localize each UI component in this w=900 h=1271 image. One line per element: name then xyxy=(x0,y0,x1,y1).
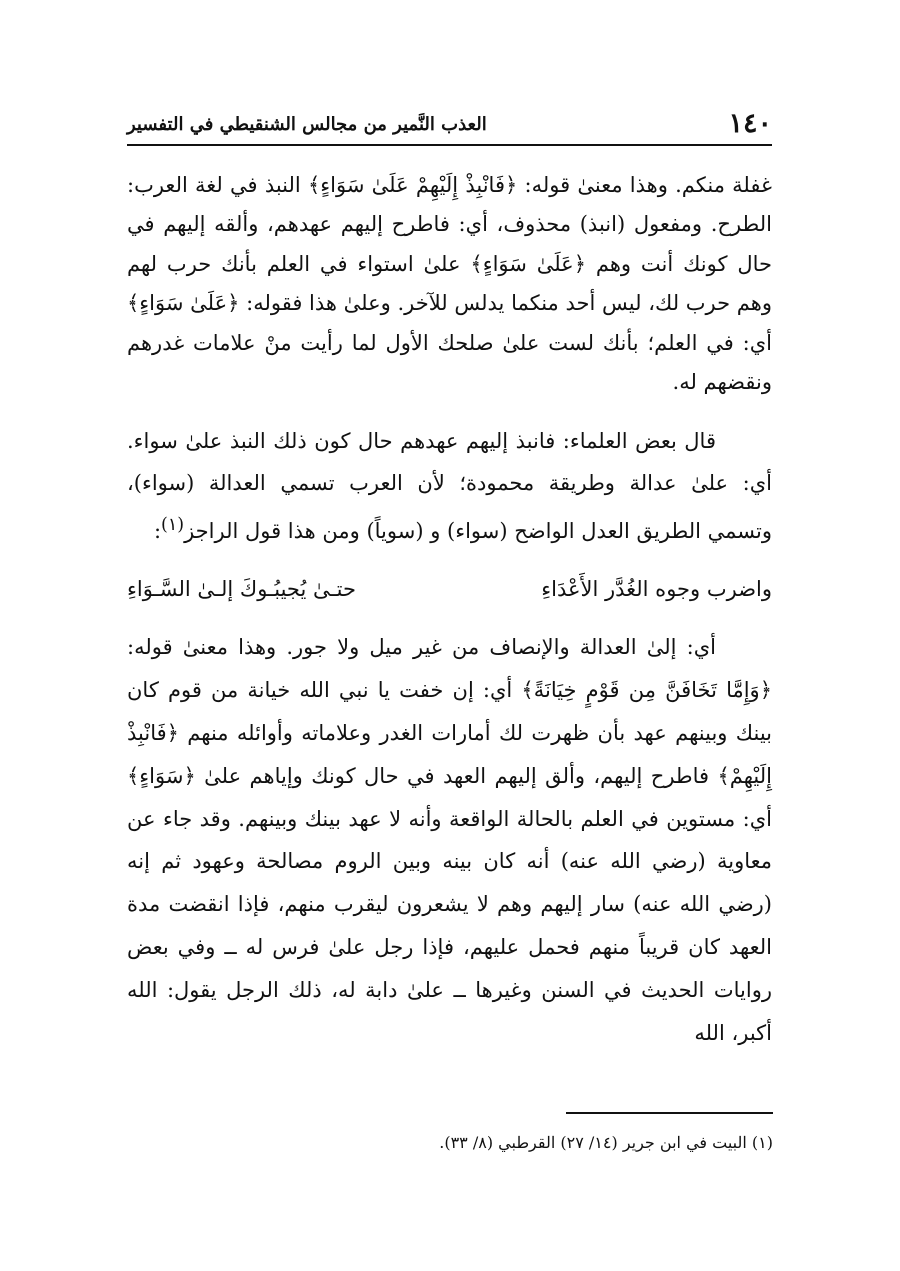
paragraph-2-colon: : xyxy=(153,519,162,544)
footnote-divider xyxy=(566,1112,773,1114)
footnote: (١) البيت في ابن جرير (١٤/ ٢٧) القرطبي (٨/ ٣٣). xyxy=(439,1133,773,1152)
poetry-verse xyxy=(127,568,772,610)
verse-second-hemistich: حتـىٰ يُجيبُـوكَ إلـىٰ السَّـوَاءِ xyxy=(127,577,356,602)
body-text xyxy=(127,166,772,1054)
footnote-marker: (١) xyxy=(161,515,185,536)
paragraph-2 xyxy=(127,420,772,552)
verse-first-hemistich: واضرب وجوه الغُدَّر الأَعْدَاءِ xyxy=(541,577,772,602)
paragraph-1: غفلة منكم. وهذا معنىٰ قوله: ﴿فَانْبِذْ إِلَيْهِمْ عَلَىٰ سَوَاءٍ﴾ النبذ في لغة العرب: الطرح. ومفعول (انبذ) محذوف، أي: فاطرح إليهم عهدهم، وألقه إليهم في حال كونك أنت وهم ﴿عَلَىٰ سَوَاءٍ﴾ علىٰ استواء في العلم بأنك حرب لهم وهم حرب لك، ليس أحد منكما يدلس للآخر. وعلىٰ هذا فقوله: ﴿عَلَىٰ سَوَاءٍ﴾ أي: في العلم؛ بأنك لست علىٰ صلحك الأول لما رأيت منْ علامات غدرهم ونقضهم له. xyxy=(127,173,772,395)
paragraph-2-text: قال بعض العلماء: فانبذ إليهم عهدهم حال كون ذلك النبذ علىٰ سواء. أي: علىٰ عدالة وطريقة محمودة؛ لأن العرب تسمي العدالة (سواء)، وتسمي الطريق العدل الواضح (سواء) و (سوياً) ومن هذا قول الراجز xyxy=(127,429,772,544)
page-header xyxy=(127,106,772,146)
page-number: ١٤٠ xyxy=(728,108,772,139)
paragraph-3: أي: إلىٰ العدالة والإنصاف من غير ميل ولا جور. وهذا معنىٰ قوله: ﴿وَإِمَّا تَخَافَنَّ مِن قَوْمٍ خِيَانَةً﴾ أي: إن خفت يا نبي الله خيانة من قوم كان بينك وبينهم عهد بأن ظهرت لك أمارات الغدر وعلاماته وأوائله منهم ﴿فَانْبِذْ إِلَيْهِمْ﴾ فاطرح إليهم، وألق إليهم العهد في حال كونك وإياهم علىٰ ﴿سَوَاءٍ﴾ أي: مستوين في العلم بالحالة الواقعة وأنه لا عهد بينك وبينهم. وقد جاء عن معاوية (رضي الله عنه) أنه كان بينه وبين الروم مصالحة وعهود ثم إنه (رضي الله عنه) سار إليهم وهم لا يشعرون ليقرب منهم، فإذا انقضت مدة العهد كان قريباً منهم فحمل عليهم، فإذا رجل علىٰ فرس له ــ وفي بعض روايات الحديث في السنن وغيرها ــ علىٰ دابة له، ذلك الرجل يقول: الله أكبر، الله xyxy=(127,635,772,1045)
running-title: العذب النَّمير من مجالس الشنقيطي في التفسير xyxy=(127,114,487,135)
